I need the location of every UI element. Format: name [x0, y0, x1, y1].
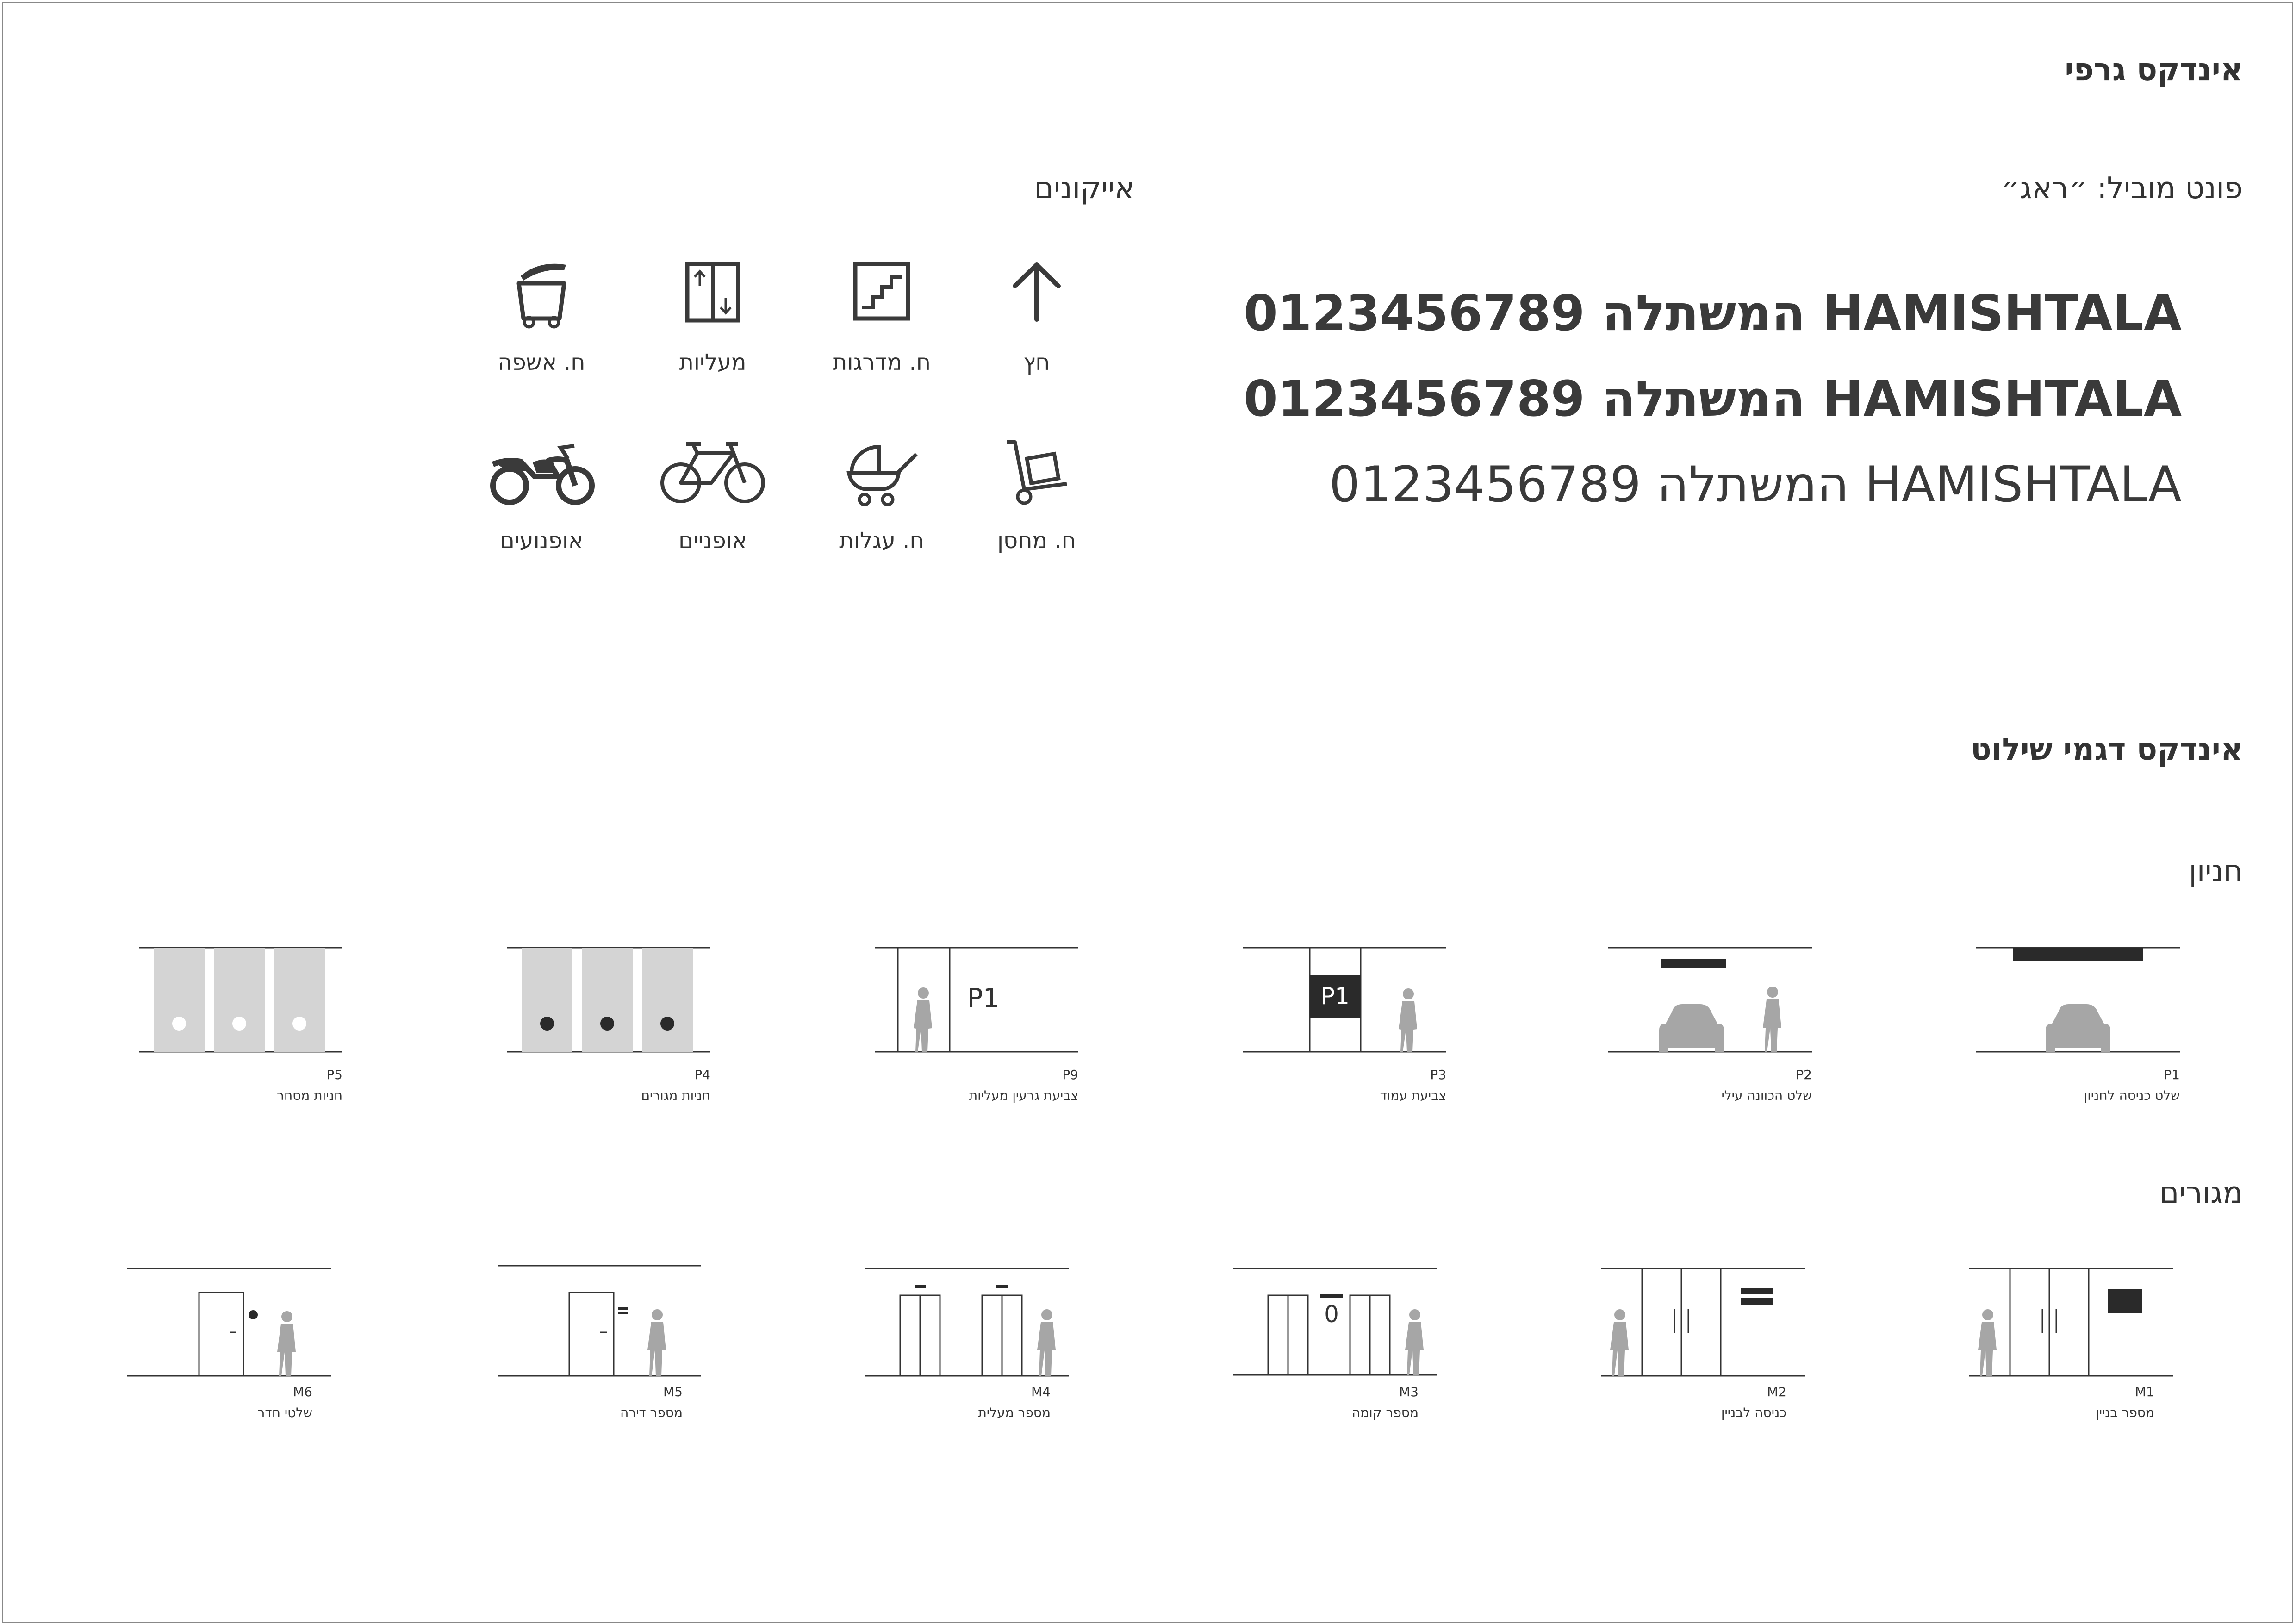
- sign-code: P9: [1062, 1067, 1078, 1082]
- icon-label-stroller: ח. עגלות: [839, 528, 924, 554]
- direction-sign: [1661, 959, 1726, 968]
- sign-code: P2: [1796, 1067, 1812, 1082]
- sign-code: M3: [1399, 1384, 1419, 1399]
- trash-bin-icon: [511, 259, 572, 329]
- hand-truck-icon: [1002, 437, 1071, 507]
- sign-name: חניות מגורים: [641, 1088, 710, 1103]
- sign-code: P4: [694, 1067, 710, 1082]
- icon-item-elevator: [657, 259, 768, 384]
- icon-item-arrow: [981, 259, 1092, 384]
- sign-name: שלט הכוונה עילי: [1721, 1088, 1812, 1103]
- parking-label: חניון: [2189, 854, 2243, 888]
- sign-code: M5: [663, 1384, 683, 1399]
- icon-label-elevator: מעליות: [679, 350, 747, 375]
- icons-label: אייקונים: [1034, 171, 1134, 206]
- sign-m3: [1233, 1259, 1437, 1454]
- font-sample-regular: HAMISHTALA המשתלה 0123456789: [1329, 456, 2182, 513]
- signage-index-title: אינדקס דגמי שילוט: [1971, 731, 2243, 767]
- icon-item-stairs: [826, 259, 937, 384]
- sign-name: חניות מסחר: [277, 1088, 342, 1103]
- sign-code: P5: [326, 1067, 342, 1082]
- sign-name: שלטי חדר: [257, 1405, 312, 1420]
- motorcycle-icon: [488, 437, 595, 507]
- entrance-sign-bottom: [1741, 1298, 1773, 1305]
- icon-label-motorcycle: אופנועים: [499, 528, 584, 554]
- icon-item-bicycle: [657, 437, 768, 562]
- room-sign-dot: [249, 1310, 258, 1319]
- room-door: [199, 1293, 243, 1376]
- sign-name: מספר מעלית: [978, 1405, 1051, 1420]
- icon-label-bicycle: אופניים: [678, 528, 747, 554]
- sign-name: מספר דירה: [620, 1405, 683, 1420]
- sign-p3: [1243, 942, 1446, 1137]
- sign-name: מספר קומה: [1351, 1405, 1419, 1420]
- icon-label-arrow: חץ: [1023, 350, 1050, 375]
- sign-code: M1: [2135, 1384, 2154, 1399]
- sign-m6: [127, 1259, 331, 1454]
- person-silhouette: [1763, 987, 1781, 1052]
- apartment-door: [569, 1293, 614, 1376]
- sign-code: P1: [2164, 1067, 2180, 1082]
- arrow-up-icon: [1007, 259, 1067, 324]
- icon-item-stroller: [826, 437, 937, 562]
- icon-item-motorcycle: [486, 437, 597, 562]
- floor-number-text: 0: [1324, 1301, 1339, 1328]
- font-sample-semibold: HAMISHTALA המשתלה 0123456789: [1243, 370, 2182, 427]
- residences-label: מגורים: [2159, 1176, 2243, 1210]
- bicycle-icon: [660, 437, 766, 507]
- font-sample-bold: HAMISHTALA המשתלה 0123456789: [1243, 285, 2182, 342]
- sign-name: צביעת עמוד: [1380, 1088, 1446, 1103]
- icon-item-hand-truck: [981, 437, 1092, 562]
- sign-m5: [498, 1259, 701, 1454]
- core-sign-text: P1: [967, 983, 1000, 1013]
- sign-code: M2: [1767, 1384, 1786, 1399]
- sign-name: צביעת גרעין מעליות: [969, 1088, 1078, 1103]
- sign-p4: [507, 942, 710, 1137]
- column-sign-text: P1: [1321, 983, 1350, 1010]
- sign-p1: [1976, 942, 2180, 1137]
- icon-label-trash: ח. אשפה: [498, 350, 585, 375]
- entrance-sign-top: [1741, 1288, 1773, 1294]
- sign-p9: [875, 942, 1078, 1137]
- sign-code: M6: [293, 1384, 312, 1399]
- car-silhouette: [2046, 1004, 2110, 1052]
- sign-name: כניסה לבניין: [1721, 1405, 1786, 1420]
- sign-p5: [139, 942, 342, 1137]
- sign-code: P3: [1430, 1067, 1446, 1082]
- sign-name: מספר בניין: [2096, 1405, 2154, 1420]
- sign-code: M4: [1031, 1384, 1051, 1399]
- page-frame: [2, 2, 2293, 1623]
- sign-m4: [865, 1259, 1069, 1454]
- icon-label-hand-truck: ח. מחסן: [997, 528, 1076, 554]
- sign-m1: [1969, 1259, 2173, 1454]
- sign-m2: [1601, 1259, 1805, 1454]
- stroller-icon: [842, 437, 921, 507]
- sign-name: שלט כניסה לחניון: [2084, 1088, 2180, 1103]
- sign-p2: [1608, 942, 1812, 1137]
- elevator-icon: [683, 259, 743, 324]
- stairs-icon: [852, 259, 912, 324]
- overhead-sign: [2013, 948, 2143, 961]
- building-number-sign: [2108, 1289, 2142, 1313]
- icon-item-trash: [486, 259, 597, 384]
- icon-label-stairs: ח. מדרגות: [832, 350, 931, 375]
- font-label: פונט מוביל: ״ראג״: [2000, 171, 2243, 206]
- graphic-index-title: אינדקס גרפי: [2065, 52, 2243, 87]
